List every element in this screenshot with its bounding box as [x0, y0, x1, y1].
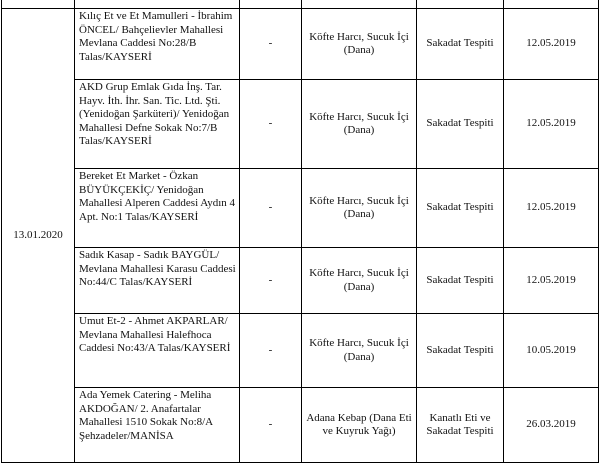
company-address-cell: AKD Grup Emlak Gıda İnş. Tar. Hayv. İth. İhr. San. Tic. Ltd. Şti. (Yenidoğan Şarküteri)/ Yenidoğan Mahallesi Defne Sokak No:7/B Talas/KAYSERİ: [75, 80, 240, 169]
product-cell: Köfte Harcı, Sucuk İçi (Dana): [302, 248, 417, 314]
table-row: [2, 388, 599, 463]
brand-cell: -: [240, 80, 302, 169]
date-cell: 12.05.2019: [504, 9, 599, 80]
finding-cell: Sakadat Tespiti: [417, 314, 504, 388]
brand-cell: -: [240, 9, 302, 80]
date-cell: 12.05.2019: [504, 80, 599, 169]
table-row: [2, 248, 599, 314]
company-address-cell: Umut Et-2 - Ahmet AKPARLAR/ Mevlana Mahallesi Halefhoca Caddesi No:43/A Talas/KAYSERİ: [75, 314, 240, 388]
company-address-cell: Ada Yemek Catering - Meliha AKDOĞAN/ 2. Anafartalar Mahallesi 1510 Sokak No:8/A Şehzadeler/MANİSA: [75, 388, 240, 463]
table-row: [2, 9, 599, 80]
product-cell: Köfte Harcı, Sucuk İçi (Dana): [302, 314, 417, 388]
group-date-cell: 13.01.2020: [2, 9, 75, 463]
cell-finding: [417, 0, 504, 9]
company-address-cell: Kılıç Et ve Et Mamulleri - İbrahim ÖNCEL/ Bahçelievler Mahallesi Mevlana Caddesi No:28/B Talas/KAYSERİ: [75, 9, 240, 80]
product-cell: Adana Kebap (Dana Eti ve Kuyruk Yağı): [302, 388, 417, 463]
product-cell: Köfte Harcı, Sucuk İçi (Dana): [302, 169, 417, 248]
finding-cell: Kanatlı Eti ve Sakadat Tespiti: [417, 388, 504, 463]
finding-cell: Sakadat Tespiti: [417, 248, 504, 314]
brand-cell: -: [240, 388, 302, 463]
finding-cell: Sakadat Tespiti: [417, 80, 504, 169]
date-cell: 26.03.2019: [504, 388, 599, 463]
table-row: [2, 314, 599, 388]
cell-product: [302, 0, 417, 9]
cell-date: [2, 0, 75, 9]
company-address-cell: Sadık Kasap - Sadık BAYGÜL/ Mevlana Mahallesi Karasu Caddesi No:44/C Talas/KAYSERİ: [75, 248, 240, 314]
inspection-results-table: [1, 0, 599, 463]
finding-cell: Sakadat Tespiti: [417, 9, 504, 80]
product-cell: Köfte Harcı, Sucuk İçi (Dana): [302, 80, 417, 169]
table-row: [2, 80, 599, 169]
cell-brand: [240, 0, 302, 9]
date-cell: 12.05.2019: [504, 169, 599, 248]
brand-cell: -: [240, 314, 302, 388]
company-address-cell: Bereket Et Market - Özkan BÜYÜKÇEKİÇ/ Yenidoğan Mahallesi Alperen Caddesi Aydın 4 Apt. No:1 Talas/KAYSERİ: [75, 169, 240, 248]
cell-company: [75, 0, 240, 9]
table-row-partial: [2, 0, 599, 9]
brand-cell: -: [240, 169, 302, 248]
brand-cell: -: [240, 248, 302, 314]
finding-cell: Sakadat Tespiti: [417, 169, 504, 248]
table-row: [2, 169, 599, 248]
date-cell: 10.05.2019: [504, 314, 599, 388]
cell-pubdate: [504, 0, 599, 9]
product-cell: Köfte Harcı, Sucuk İçi (Dana): [302, 9, 417, 80]
date-cell: 12.05.2019: [504, 248, 599, 314]
